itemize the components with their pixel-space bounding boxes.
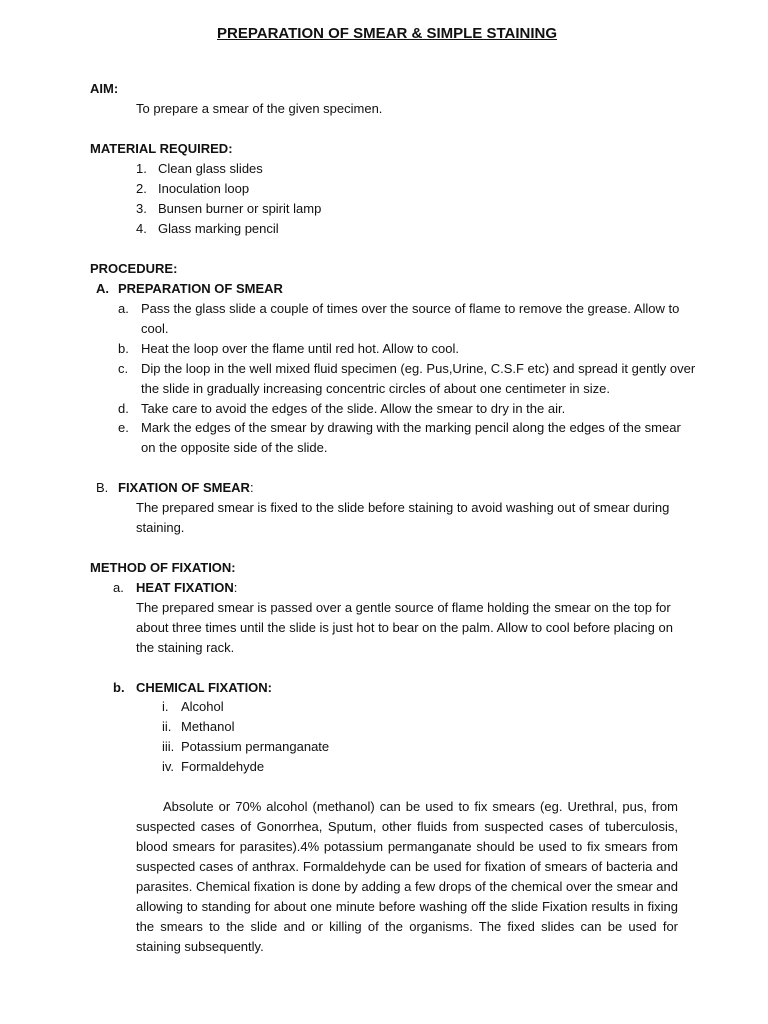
list-item: Bunsen burner or spirit lamp <box>158 201 322 216</box>
list-item-number: 1. <box>136 161 147 176</box>
list-item: Formaldehyde <box>181 759 265 774</box>
step-letter: e. <box>118 420 129 435</box>
step-text-cont: cool. <box>141 321 169 336</box>
section-b-title: FIXATION OF SMEAR <box>118 480 250 495</box>
section-b-heading <box>118 480 254 496</box>
heat-letter: a. <box>113 580 124 595</box>
aim-heading: AIM: <box>90 81 119 96</box>
roman-numeral: i. <box>162 699 169 714</box>
aim-text: To prepare a smear of the given specimen. <box>136 101 383 116</box>
list-item: Clean glass slides <box>158 161 263 176</box>
list-item-number: 2. <box>136 181 147 196</box>
step-letter: c. <box>118 361 129 376</box>
list-item-number: 3. <box>136 201 147 216</box>
step-text-cont: on the opposite side of the slide. <box>141 440 328 455</box>
page-title: PREPARATION OF SMEAR & SIMPLE STAINING <box>217 25 558 42</box>
list-item: Potassium permanganate <box>181 739 330 754</box>
section-a-letter: A. <box>96 281 109 296</box>
roman-numeral: ii. <box>162 719 172 734</box>
list-item-number: 4. <box>136 221 147 236</box>
list-item: Glass marking pencil <box>158 221 279 236</box>
roman-numeral: iii. <box>162 739 175 754</box>
heat-heading <box>136 580 237 596</box>
roman-numeral: iv. <box>162 759 175 774</box>
method-heading: METHOD OF FIXATION: <box>90 560 236 575</box>
step-letter: d. <box>118 401 129 416</box>
section-b-colon: : <box>249 480 254 495</box>
step-letter: a. <box>118 301 129 316</box>
step-text: Heat the loop over the flame until red hot. Allow to cool. <box>141 341 459 356</box>
section-b-text-cont: staining. <box>136 520 185 535</box>
step-text: Dip the loop in the well mixed fluid specimen (eg. Pus,Urine, C.S.F etc) and spread it gently over <box>141 361 696 376</box>
heat-text-cont: the staining rack. <box>136 640 235 655</box>
chemical-paragraph: Absolute or 70% alcohol (methanol) can be used to fix smears (eg. Urethral, pus, from suspected cases of Gonorrhea, Sputum, other fluids from suspected cases of tuberculosis, blood smears for parasites).4% potassium permanganate should be used to fix smears from suspected cases of anthrax. Formaldehyde can be used for fixation of smears of bacteria and parasites. Chemical fixation is done by adding a few drops of the chemical over the smear and allowing to standing for about one minute before washing off the slide Fixation results in fixing the smears to the slide and or killing of the organisms. The fixed slides can be used for staining subsequently. <box>136 799 678 954</box>
section-a-title: PREPARATION OF SMEAR <box>118 281 283 296</box>
materials-heading: MATERIAL REQUIRED: <box>90 141 233 156</box>
heat-colon: : <box>233 580 238 595</box>
step-letter: b. <box>118 341 129 356</box>
step-text: Pass the glass slide a couple of times over the source of flame to remove the grease. Allow to <box>141 301 680 316</box>
heat-text: The prepared smear is passed over a gentle source of flame holding the smear on the top for <box>136 600 671 615</box>
section-b-letter: B. <box>96 480 109 495</box>
heat-text-cont: about three times until the slide is just hot to bear on the palm. Allow to cool before placing on <box>136 620 673 635</box>
chemical-title: CHEMICAL FIXATION: <box>136 680 273 695</box>
step-text: Take care to avoid the edges of the slide. Allow the smear to dry in the air. <box>141 401 566 416</box>
list-item: Alcohol <box>181 699 224 714</box>
step-text-cont: the slide in gradually increasing concentric circles of about one centimeter in size. <box>141 381 610 396</box>
chemical-letter: b. <box>113 680 125 695</box>
procedure-heading: PROCEDURE: <box>90 261 178 276</box>
list-item: Inoculation loop <box>158 181 250 196</box>
list-item: Methanol <box>181 719 235 734</box>
step-text: Mark the edges of the smear by drawing with the marking pencil along the edges of the smear <box>141 420 681 435</box>
section-b-text: The prepared smear is fixed to the slide before staining to avoid washing out of smear during <box>136 500 670 515</box>
heat-title: HEAT FIXATION <box>136 580 234 595</box>
